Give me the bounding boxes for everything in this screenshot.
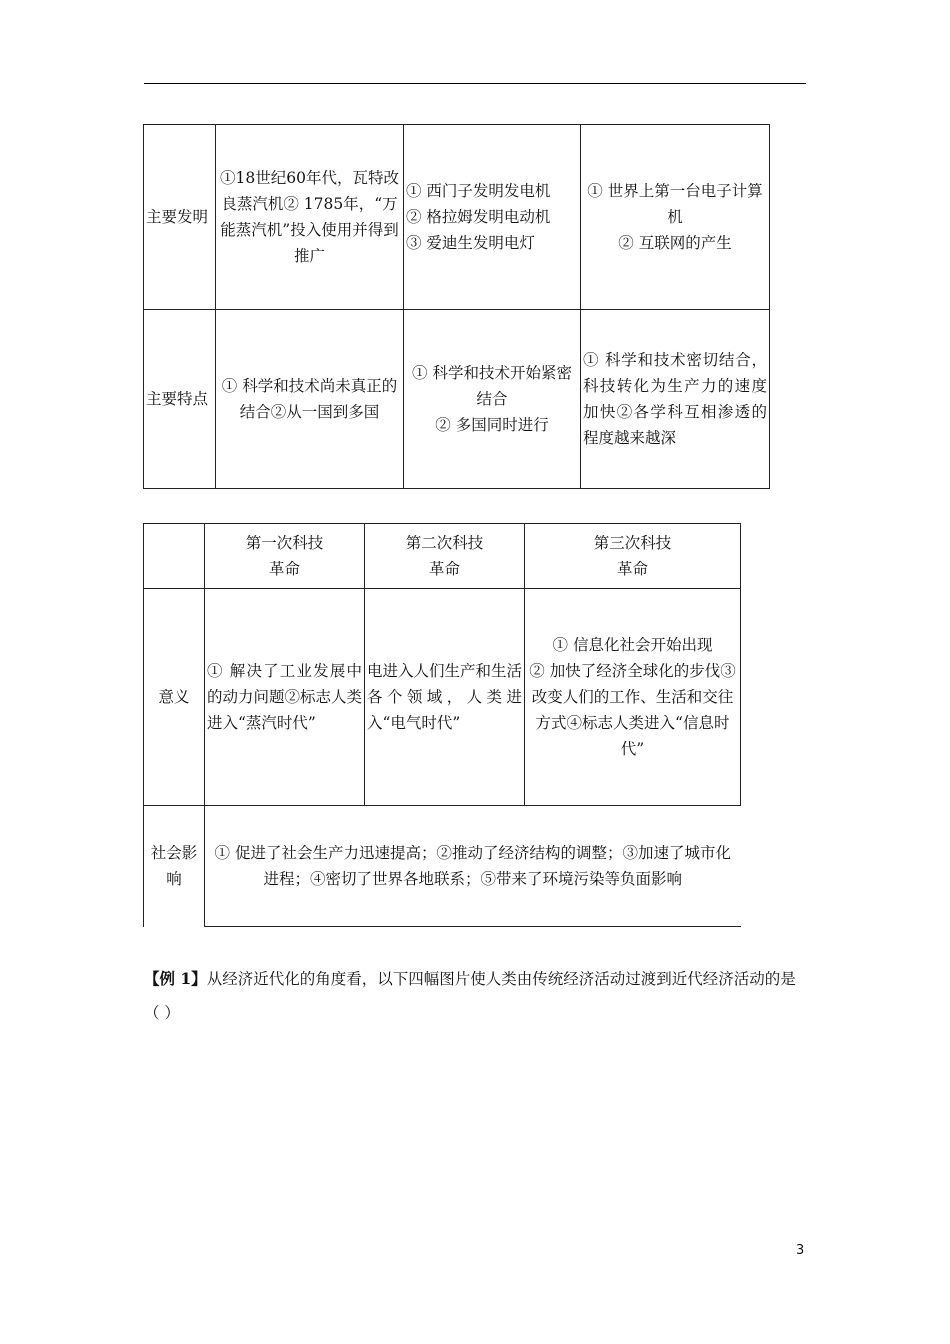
- table-row: [144, 806, 741, 927]
- first-revolution-inventions: ①18世纪60年代，瓦特改良蒸汽机② 1785年，“万能蒸汽机”投入使用并得到推广: [216, 125, 404, 310]
- first-revolution-features: ① 科学和技术尚未真正的结合②从一国到多国: [216, 310, 404, 489]
- page-number: 3: [796, 1243, 805, 1258]
- header-rule: [144, 83, 806, 84]
- second-revolution-significance: 电进入人们生产和生活各个领域，人类进入“电气时代”: [365, 589, 525, 806]
- social-impact-text: ① 促进了社会生产力迅速提高；②推动了经济结构的调整；③加速了城市化进程；④密切了世界各地联系；⑤带来了环境污染等负面影响: [205, 806, 741, 927]
- example-tag: 【例 1】: [144, 969, 207, 988]
- header-third-revolution: 第三次科技 革命: [525, 524, 741, 589]
- table-header-row: [144, 524, 741, 589]
- second-revolution-inventions: ① 西门子发明发电机 ② 格拉姆发明电动机 ③ 爱迪生发明电灯: [404, 125, 581, 310]
- table-row: [144, 310, 770, 489]
- revolution-table-inventions: [143, 124, 770, 489]
- row-label-inventions: 主要发明: [144, 125, 216, 310]
- row-label-social-impact: 社会影响: [144, 806, 205, 927]
- example-text: 从经济近代化的角度看，以下四幅图片使人类由传统经济活动过渡到近代经济活动的是（ ）: [144, 970, 796, 1022]
- example-question: [144, 962, 808, 1030]
- header-first-revolution: 第一次科技 革命: [205, 524, 365, 589]
- third-revolution-inventions: ① 世界上第一台电子计算机 ② 互联网的产生: [581, 125, 770, 310]
- third-revolution-features: ① 科学和技术密切结合，科技转化为生产力的速度加快②各学科互相渗透的程度越来越深: [581, 310, 770, 489]
- row-label-features: 主要特点: [144, 310, 216, 489]
- header-second-revolution: 第二次科技 革命: [365, 524, 525, 589]
- third-revolution-significance: ① 信息化社会开始出现 ② 加快了经济全球化的步伐③改变人们的工作、生活和交往方式④标志人类进入“信息时代”: [525, 589, 741, 806]
- header-empty: [144, 524, 205, 589]
- first-revolution-significance: ① 解决了工业发展中的动力问题②标志人类进入“蒸汽时代”: [205, 589, 365, 806]
- table-row: [144, 589, 741, 806]
- row-label-significance: 意义: [144, 589, 205, 806]
- revolution-table-significance: [143, 523, 741, 927]
- table-row: [144, 125, 770, 310]
- second-revolution-features: ① 科学和技术开始紧密结合 ② 多国同时进行: [404, 310, 581, 489]
